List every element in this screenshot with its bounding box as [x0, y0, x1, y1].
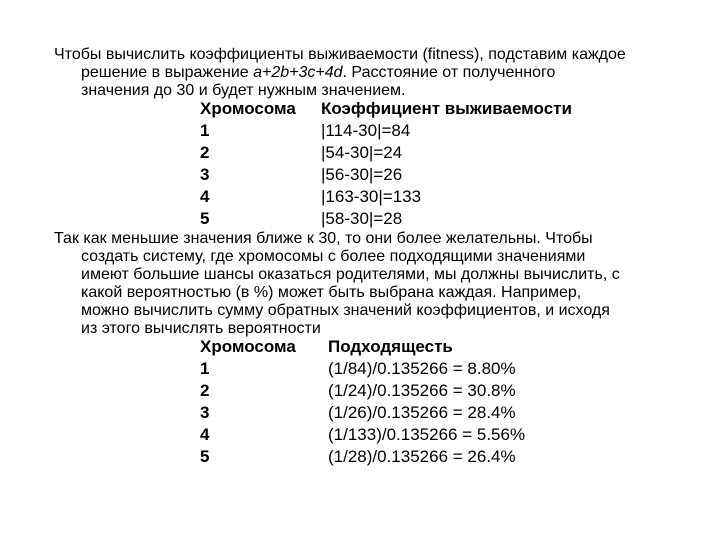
explanation-line-1: Так как меньшие значения ближе к 30, то они более желательны. Чтобы: [54, 230, 593, 247]
fitness-value: |114-30|=84: [321, 121, 411, 140]
intro-line-2: [54, 64, 704, 82]
probability-value: (1/133)/0.135266 = 5.56%: [328, 425, 526, 444]
chromosome-number: 3: [200, 165, 210, 184]
explanation-paragraph: [54, 230, 704, 338]
chromosome-number: 5: [200, 209, 210, 228]
explanation-line-5: можно вычислить сумму обратных значений коэффициентов, и исходя: [81, 302, 610, 319]
chromosome-number: 1: [200, 121, 210, 140]
probability-value: (1/28)/0.135266 = 26.4%: [328, 447, 516, 466]
fitness-value: |58-30|=28: [321, 209, 403, 228]
header-chromosome: Хромосома: [200, 99, 296, 118]
intro-line-2-tail: . Расстояние от полученного: [342, 64, 556, 81]
chromosome-number: 5: [200, 447, 210, 466]
explanation-line-4: какой вероятностью (в %) может быть выбрана каждая. Например,: [81, 284, 582, 301]
chromosome-number: 4: [200, 187, 210, 206]
chromosome-number: 3: [200, 403, 210, 422]
fitness-value: |56-30|=26: [321, 165, 403, 184]
chromosome-number: 4: [200, 425, 210, 444]
fitness-value: |54-30|=24: [321, 143, 403, 162]
intro-line-1: Чтобы вычислить коэффициенты выживаемости (fitness), подставим каждое: [54, 46, 626, 63]
intro-line-2-text: решение в выражение: [81, 64, 254, 81]
chromosome-number: 2: [200, 381, 210, 400]
explanation-line-2: создать систему, где хромосомы с более подходящими значениями: [81, 248, 586, 265]
header-chromosome: Хромосома: [200, 337, 296, 356]
chromosome-number: 1: [200, 359, 210, 378]
intro-line-3: значения до 30 и будет нужным значением.: [81, 82, 406, 99]
header-fitness: Коэффициент выживаемости: [321, 99, 572, 118]
header-suitability: Подходящесть: [328, 337, 453, 356]
probability-value: (1/84)/0.135266 = 8.80%: [328, 359, 516, 378]
chromosome-number: 2: [200, 143, 210, 162]
intro-paragraph: [54, 46, 704, 100]
explanation-line-3: имеют большие шансы оказаться родителями, мы должны вычислить, с: [81, 266, 620, 283]
probability-value: (1/26)/0.135266 = 28.4%: [328, 403, 516, 422]
fitness-value: |163-30|=133: [321, 187, 422, 206]
fitness-formula: a+2b+3c+4d: [253, 64, 343, 81]
explanation-line-6: из этого вычислять вероятности: [81, 320, 321, 337]
probability-value: (1/24)/0.135266 = 30.8%: [328, 381, 516, 400]
